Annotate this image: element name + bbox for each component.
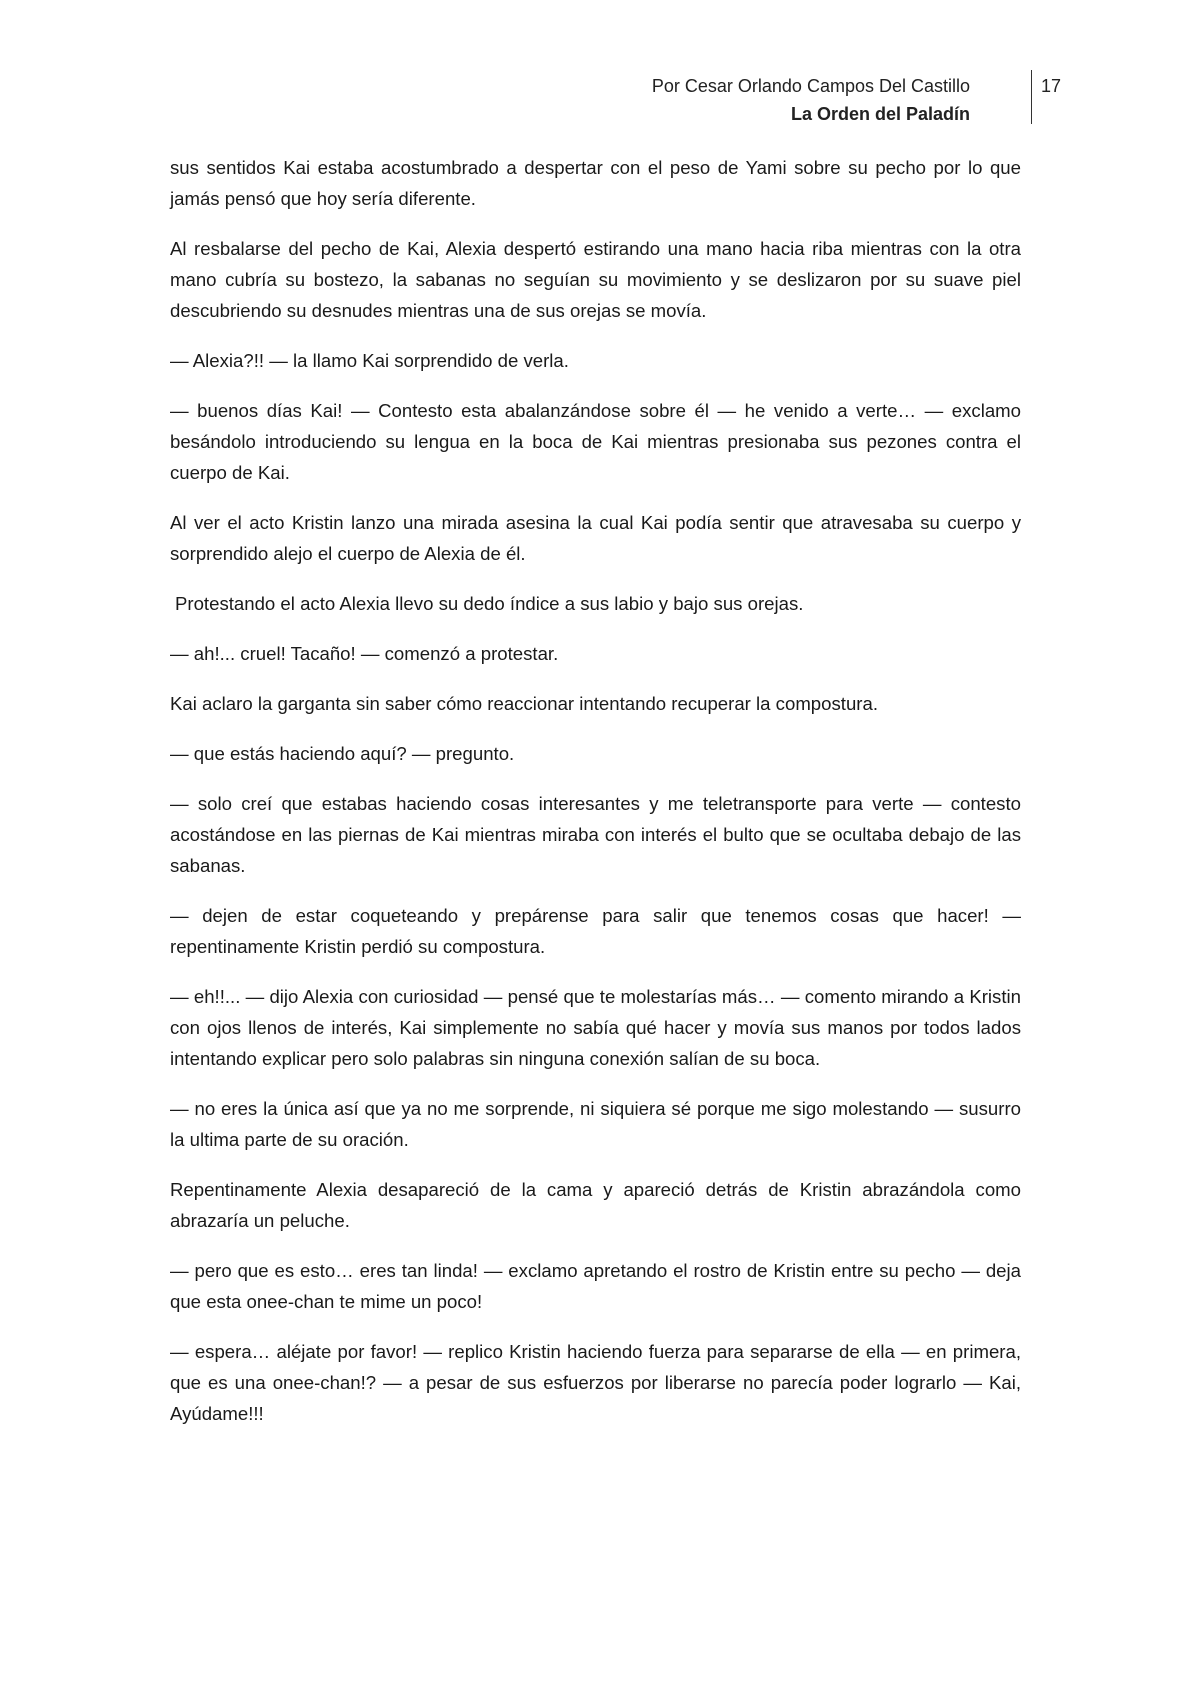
paragraph: — Alexia?!! — la llamo Kai sorprendido de verla. [170, 350, 569, 371]
page-body [170, 152, 1021, 1448]
page-header [600, 72, 1062, 128]
paragraph: — solo creí que estabas haciendo cosas interesantes y me teletransporte para verte — contesto acostándose en las piernas de Kai mientras miraba con interés el bulto que se ocultaba debajo de las sabanas. [170, 793, 1021, 876]
paragraph: — espera… aléjate por favor! — replico Kristin haciendo fuerza para separarse de ella — en primera, que es una onee-chan!? — a pesar de sus esfuerzos por liberarse no parecía poder lograrlo — Kai, Ayúdame!!! [170, 1341, 1021, 1424]
page-number: 17 [1041, 76, 1062, 96]
paragraph: Al ver el acto Kristin lanzo una mirada asesina la cual Kai podía sentir que atravesaba su cuerpo y sorprendido alejo el cuerpo de Alexia de él. [170, 512, 1021, 564]
paragraph: sus sentidos Kai estaba acostumbrado a despertar con el peso de Yami sobre su pecho por lo que jamás pensó que hoy sería diferente. [170, 157, 1021, 209]
header-divider [1031, 70, 1032, 124]
paragraph: Repentinamente Alexia desapareció de la cama y apareció detrás de Kristin abrazándola como abrazaría un peluche. [170, 1179, 1021, 1231]
paragraph: — ah!... cruel! Tacaño! — comenzó a protestar. [170, 643, 559, 664]
paragraph: — buenos días Kai! — Contesto esta abalanzándose sobre él — he venido a verte… — exclamo besándolo introduciendo su lengua en la boca de Kai mientras presionaba sus pezones contra el cuerpo de Kai. [170, 400, 1021, 483]
paragraph: — dejen de estar coqueteando y prepárense para salir que tenemos cosas que hacer! — repentinamente Kristin perdió su compostura. [170, 905, 1021, 957]
paragraph: Kai aclaro la garganta sin saber cómo reaccionar intentando recuperar la compostura. [170, 693, 878, 714]
header-text-block [652, 72, 970, 128]
paragraph: — que estás haciendo aquí? — pregunto. [170, 743, 515, 764]
header-author: Por Cesar Orlando Campos Del Castillo [651, 76, 970, 96]
paragraph: Protestando el acto Alexia llevo su dedo índice a sus labio y bajo sus orejas. [175, 593, 804, 614]
paragraph: Al resbalarse del pecho de Kai, Alexia despertó estirando una mano hacia riba mientras con la otra mano cubría su bostezo, la sabanas no seguían su movimiento y se deslizaron por su suave piel descubriendo su desnudes mientras una de sus orejas se movía. [170, 238, 1021, 321]
paragraph: — pero que es esto… eres tan linda! — exclamo apretando el rostro de Kristin entre su pecho — deja que esta onee-chan te mime un poco! [170, 1260, 1021, 1312]
paragraph: — eh!!... — dijo Alexia con curiosidad — pensé que te molestarías más… — comento mirando a Kristin con ojos llenos de interés, Kai simplemente no sabía qué hacer y movía sus manos por todos lados intentando explicar pero solo palabras sin ninguna conexión salían de su boca. [170, 986, 1021, 1069]
paragraph: — no eres la única así que ya no me sorprende, ni siquiera sé porque me sigo molestando — susurro la ultima parte de su oración. [170, 1098, 1021, 1150]
header-book-title: La Orden del Paladín [790, 104, 970, 124]
